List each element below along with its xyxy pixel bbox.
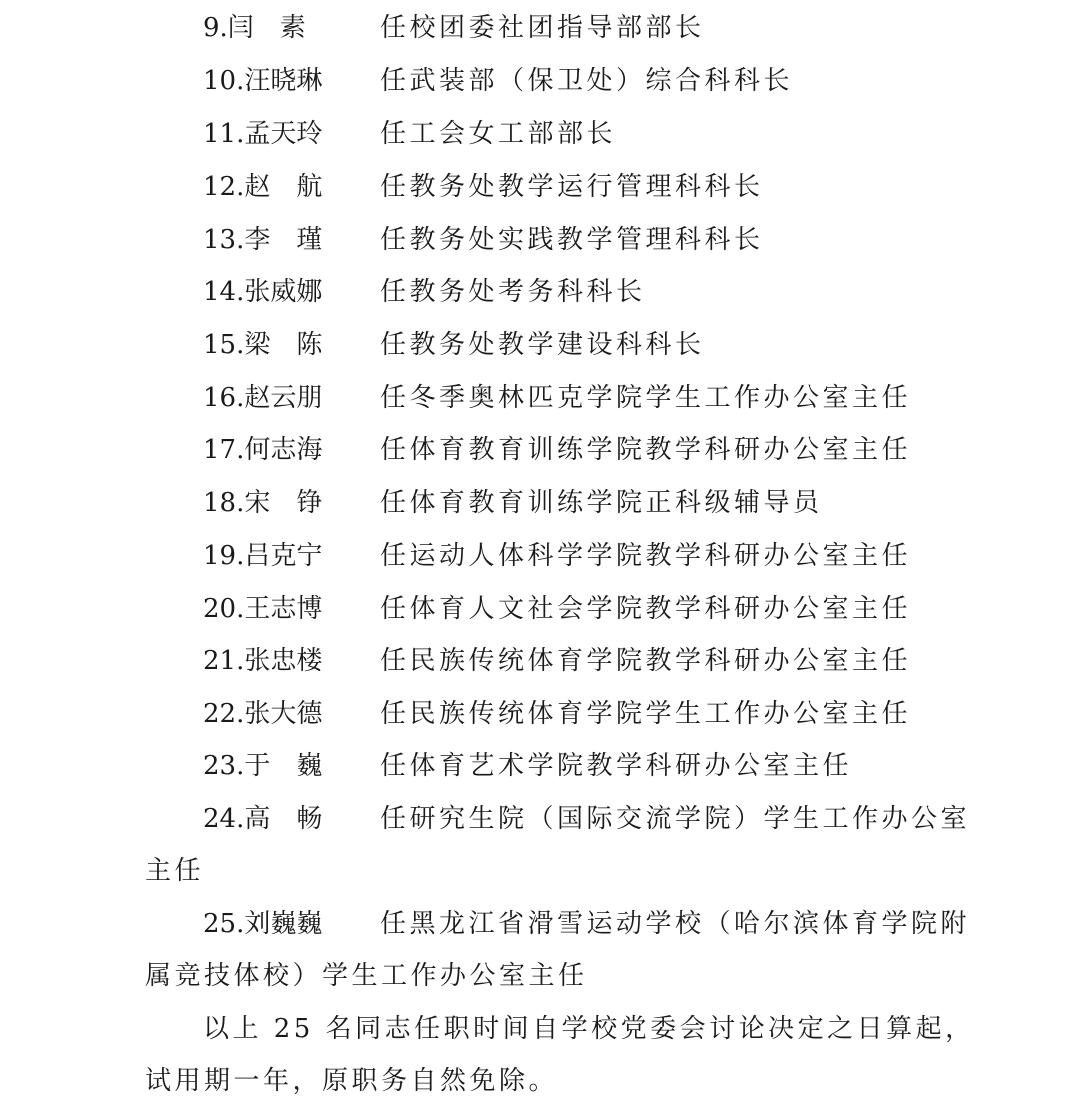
appointee-name: 19.吕克宁 xyxy=(203,541,323,571)
appointee-name: 12.赵 航 xyxy=(203,172,323,202)
appointment-position: 任工会女工部部长 xyxy=(380,119,617,149)
appointee-name: 23.于 巍 xyxy=(203,751,323,781)
appointment-position-continuation: 属竞技体校）学生工作办公室主任 xyxy=(145,961,588,991)
appointee-name: 11.孟天玲 xyxy=(203,119,323,149)
appointment-position: 任教务处教学建设科科长 xyxy=(380,330,705,360)
appointee-name: 25.刘巍巍 xyxy=(203,909,323,939)
appointment-position: 任民族传统体育学院学生工作办公室主任 xyxy=(380,699,912,729)
appointee-name: 22.张大德 xyxy=(203,699,323,729)
appointee-name: 10.汪晓琳 xyxy=(203,66,323,96)
appointee-name: 18.宋 铮 xyxy=(203,488,323,518)
appointment-position: 任教务处实践教学管理科科长 xyxy=(380,225,764,255)
appointment-position: 任黑龙江省滑雪运动学校（哈尔滨体育学院附 xyxy=(380,909,971,939)
appointment-position: 任运动人体科学学院教学科研办公室主任 xyxy=(380,541,912,571)
appointee-name: 13.李 瑾 xyxy=(203,225,323,255)
appointee-name: 16.赵云朋 xyxy=(203,383,323,413)
appointment-position: 任体育人文社会学院教学科研办公室主任 xyxy=(380,594,912,624)
appointee-name: 17.何志海 xyxy=(203,435,323,465)
appointment-position: 任研究生院（国际交流学院）学生工作办公室 xyxy=(380,804,971,834)
appointee-name: 21.张忠楼 xyxy=(203,646,323,676)
appointee-name: 14.张威娜 xyxy=(203,277,323,307)
appointment-position: 任民族传统体育学院教学科研办公室主任 xyxy=(380,646,912,676)
appointee-name: 15.梁 陈 xyxy=(203,330,323,360)
appointment-position: 任教务处教学运行管理科科长 xyxy=(380,172,764,202)
appointee-name: 24.高 畅 xyxy=(203,804,323,834)
appointment-position: 任体育教育训练学院正科级辅导员 xyxy=(380,488,823,518)
appointee-name: 9.闫 素 xyxy=(203,13,306,43)
appointment-position: 任校团委社团指导部部长 xyxy=(380,13,705,43)
appointee-name: 20.王志博 xyxy=(203,594,323,624)
appointment-position: 任武装部（保卫处）综合科科长 xyxy=(380,66,794,96)
appointment-position: 任冬季奥林匹克学院学生工作办公室主任 xyxy=(380,383,912,413)
closing-paragraph-line-2: 试用期一年，原职务自然免除。 xyxy=(145,1066,559,1096)
appointment-position: 任教务处考务科科长 xyxy=(380,277,646,307)
appointment-position: 任体育艺术学院教学科研办公室主任 xyxy=(380,751,853,781)
closing-paragraph-line-1: 以上 25 名同志任职时间自学校党委会讨论决定之日算起， xyxy=(203,1014,975,1044)
appointment-position-continuation: 主任 xyxy=(145,856,205,886)
appointment-position: 任体育教育训练学院教学科研办公室主任 xyxy=(380,435,912,465)
